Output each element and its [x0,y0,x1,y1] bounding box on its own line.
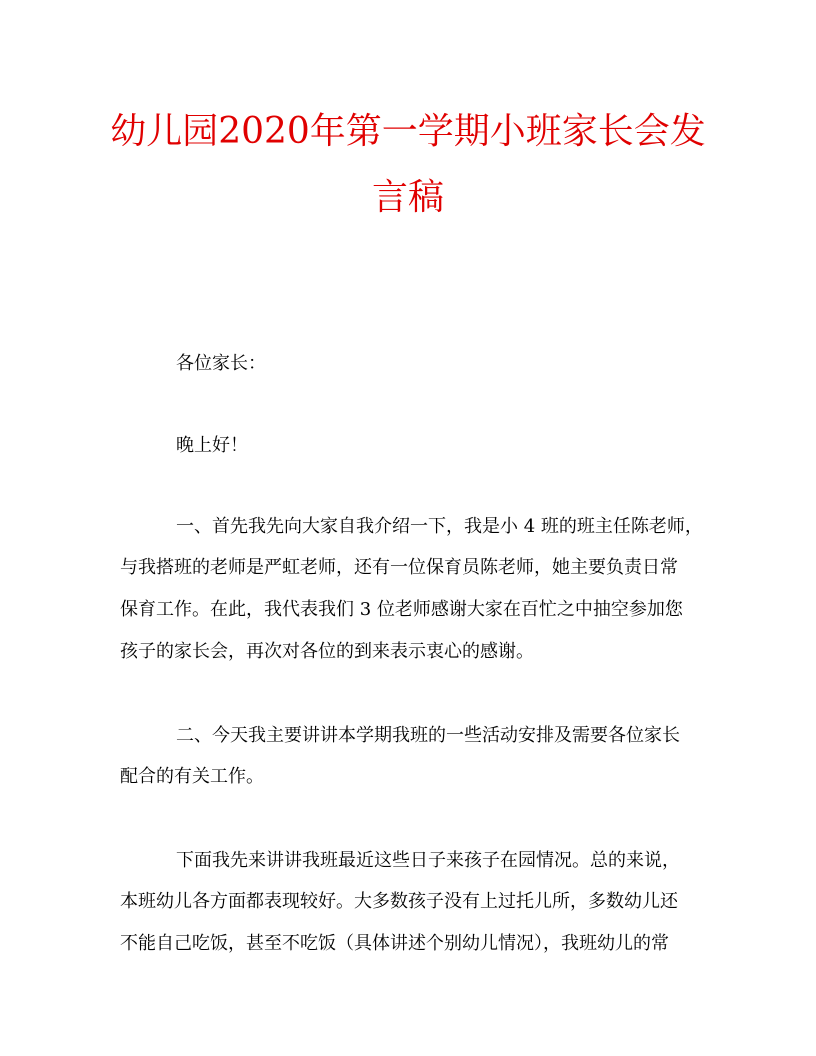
paragraph-3-line-3: 不能自己吃饭，甚至不吃饭（具体讲述个别幼儿情况），我班幼儿的常 [120,933,669,954]
paragraph-1-line-3: 保育工作。在此，我代表我们 3 位老师感谢大家在百忙之中抽空参加您 [120,599,683,620]
greeting-text: 各位家长： [176,353,266,374]
paragraph-1-line-1: 一、首先我先向大家自我介绍一下，我是小 4 班的班主任陈老师， [176,516,703,537]
document-title-line-2: 言稿 [371,177,444,218]
paragraph-3-line-1: 下面我先来讲讲我班最近这些日子来孩子在园情况。总的来说， [176,850,680,871]
paragraph-1-line-4: 孩子的家长会，再次对各位的到来表示衷心的感谢。 [120,641,534,662]
salutation-text: 晚上好！ [176,435,248,456]
document-title-line-1: 幼儿园2020年第一学期小班家长会发 [110,111,706,152]
paragraph-2-line-2: 配合的有关工作。 [120,766,264,787]
paragraph-1-line-2: 与我搭班的老师是严虹老师，还有一位保育员陈老师，她主要负责日常 [120,557,678,578]
paragraph-3-line-2: 本班幼儿各方面都表现较好。大多数孩子没有上过托儿所，多数幼儿还 [120,891,678,912]
paragraph-2-line-1: 二、今天我主要讲讲本学期我班的一些活动安排及需要各位家长 [176,725,680,746]
